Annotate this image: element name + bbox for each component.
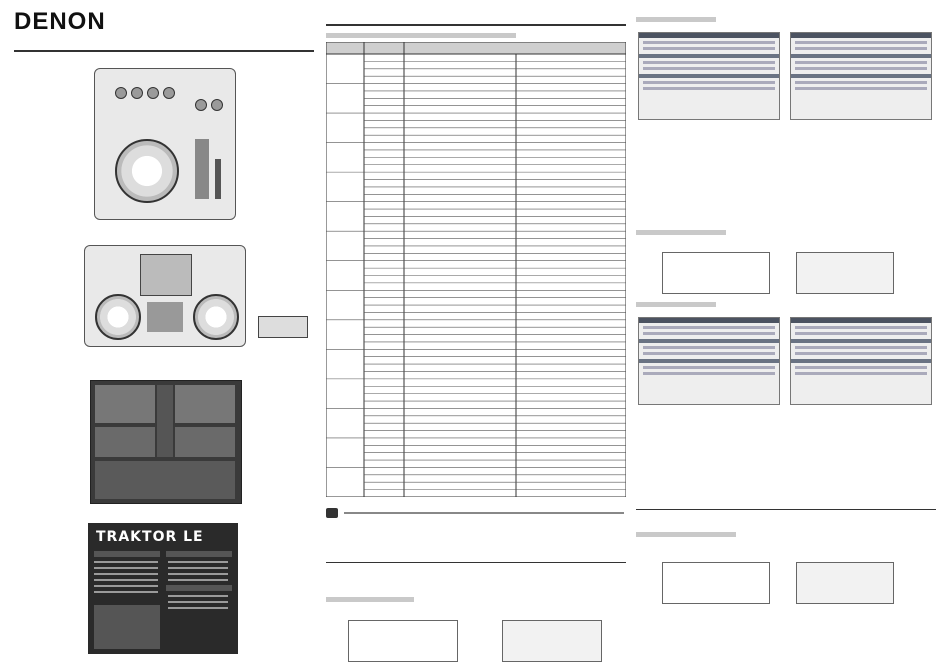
traktor-logo: TRAKTOR LE — [96, 529, 204, 545]
table-grid — [326, 42, 626, 497]
section-heading-bar — [636, 17, 716, 22]
text-line — [94, 579, 158, 581]
channel-fader — [215, 159, 221, 199]
mixer-section — [140, 254, 192, 296]
knob — [147, 87, 159, 99]
text-line — [168, 601, 228, 603]
deck-c — [95, 427, 155, 457]
text-line — [168, 567, 228, 569]
text-line — [94, 585, 158, 587]
assignment-table — [326, 42, 626, 497]
text-line — [168, 595, 228, 597]
controller-top-diagram — [94, 68, 236, 220]
panel-front-strip — [662, 252, 770, 294]
panel-rear-strip — [796, 562, 894, 604]
traktor-le-ad — [88, 523, 238, 654]
settings-screenshot — [790, 32, 932, 120]
text-line — [168, 579, 228, 581]
wrench-icon — [326, 508, 338, 518]
settings-screenshot — [790, 317, 932, 405]
section-heading-bar — [636, 230, 726, 235]
knob — [115, 87, 127, 99]
section-heading-bar — [636, 532, 736, 537]
controller-full-diagram — [84, 245, 246, 347]
section-header — [166, 551, 232, 557]
text-line — [168, 573, 228, 575]
header-rule — [14, 50, 314, 52]
settings-screenshot — [638, 317, 780, 405]
section-header — [166, 585, 232, 591]
text-line — [94, 573, 158, 575]
panel-front-strip — [348, 620, 458, 662]
brand-logo: DENON — [14, 8, 106, 35]
section-rule — [326, 562, 626, 563]
text-line — [94, 567, 158, 569]
knob — [131, 87, 143, 99]
connector-detail — [258, 316, 308, 338]
knob — [211, 99, 223, 111]
section-rule — [636, 509, 936, 510]
mixer-strip — [157, 385, 173, 457]
section-rule — [326, 24, 626, 26]
deck-d — [175, 427, 235, 457]
knob — [163, 87, 175, 99]
text-line — [94, 561, 158, 563]
panel-rear-strip — [502, 620, 602, 662]
jog-wheel-left — [95, 294, 141, 340]
browser — [95, 461, 235, 499]
settings-screenshot — [638, 32, 780, 120]
text-line — [168, 607, 228, 609]
panel-front-strip — [662, 562, 770, 604]
screenshot-thumb — [94, 605, 160, 649]
knob — [195, 99, 207, 111]
section-header — [94, 551, 160, 557]
crossfader-area — [147, 302, 183, 332]
section-heading-bar — [326, 597, 414, 602]
panel-rear-strip — [796, 252, 894, 294]
text-line — [168, 561, 228, 563]
deck-a — [95, 385, 155, 423]
note-text — [344, 512, 624, 514]
traktor-screen-diagram — [90, 380, 242, 504]
section-heading-bar — [636, 302, 716, 307]
section-heading-bar — [326, 33, 516, 38]
jog-wheel-right — [193, 294, 239, 340]
jog-wheel — [115, 139, 179, 203]
deck-b — [175, 385, 235, 423]
pitch-fader — [195, 139, 209, 199]
text-line — [94, 591, 158, 593]
